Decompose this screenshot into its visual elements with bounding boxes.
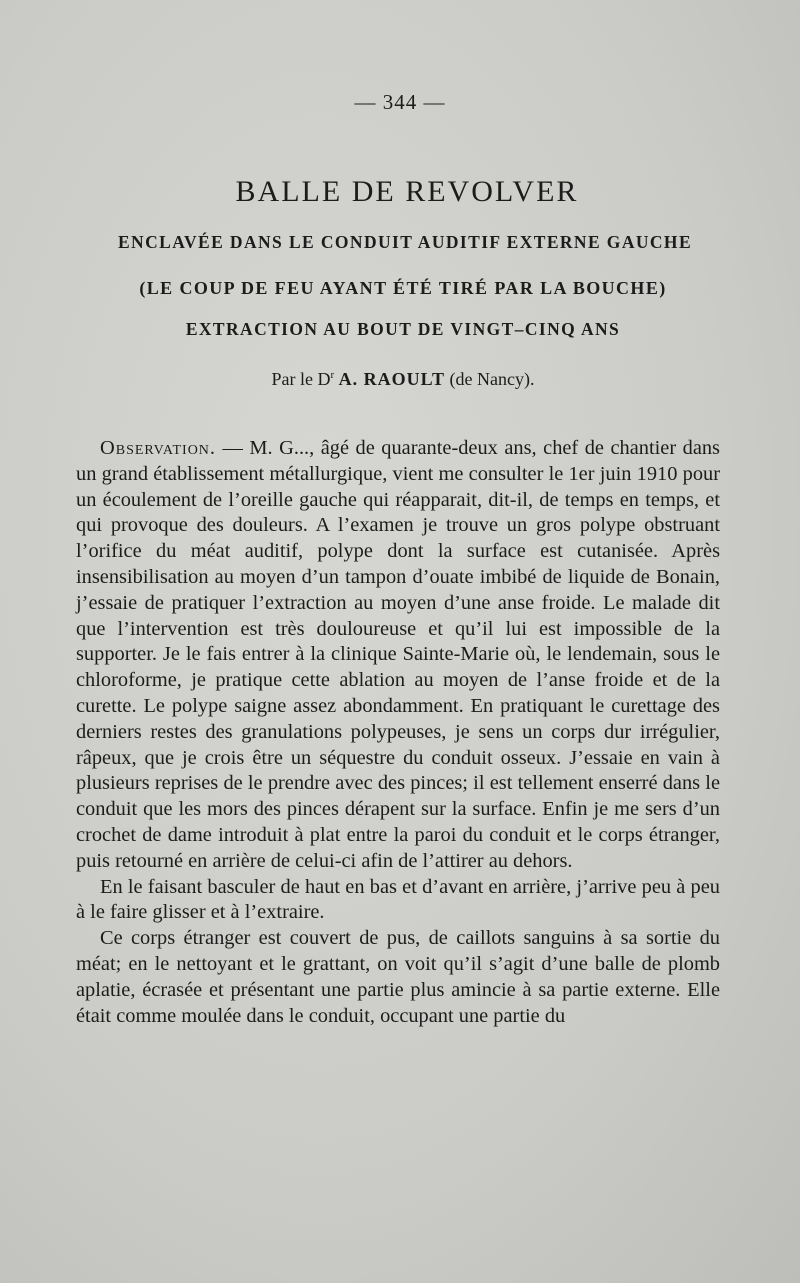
paragraph-text: — M. G..., âgé de quarante-deux ans, chef de chantier dans un grand établissement métallurgique, vient me consulter le 1er juin 1910 pour un écoulement de l’oreille gauche qui réapparait, dit-il, de temps en temps, et qui provoque des douleurs. A l’examen je trouve un gros polype obstruant l’orifice du méat auditif, polype dont la surface est cutanisée. Après insensibilisation au moyen d’un tampon d’ouate imbibé de liquide de Bonain, j’essaie de pratiquer l’extraction au moyen d’une anse froide. Le malade dit que l’intervention est très douloureuse et qu’il lui est impossible de la supporter. Je le fais entrer à la clinique Sainte-Marie où, le lendemain, sous le chloroforme, je pratique cette ablation au moyen de l’anse froide et de la curette. Le polype saigne assez abondamment. En pratiquant le curettage des derniers restes des granulations polypeuses, je sens un corps dur irrégulier, râpeux, que je crois être un séquestre du conduit osseux. J’essaie en vain à plusieurs reprises de le prendre avec des pinces; il est tellement enserré dans le conduit que les mors des pinces dérapent sur la surface. Enfin je me sers d’un crochet de dame introduit à plat entre la paroi du conduit et le corps étranger, puis retourné en arrière de celui-ci afin de l’attirer au dehors. [76, 437, 720, 872]
author-name: A. RAOULT [338, 369, 446, 389]
paragraph-text: Ce corps étranger est couvert de pus, de caillots sanguins à sa sortie du méat; en le nettoyant et le grattant, on voit qu’il s’agit d’une balle de plomb aplatie, écrasée et présentant une partie plus amincie à sa partie externe. Elle était comme moulée dans le conduit, occupant une partie du [76, 927, 720, 1027]
paragraph [76, 436, 720, 875]
article-body [76, 436, 720, 1029]
paragraph-text: En le faisant basculer de haut en bas et d’avant en arrière, j’arrive peu à peu à le faire glisser et à l’extraire. [76, 875, 720, 924]
article-subtitle-1: ENCLAVÉE DANS LE CONDUIT AUDITIF EXTERNE GAUCHE [117, 232, 693, 252]
author-prefix: Par le D [271, 369, 331, 389]
article-subtitle-2: (LE COUP DE FEU AYANT ÉTÉ TIRÉ PAR LA BOUCHE) [139, 278, 667, 298]
paragraph [76, 875, 720, 927]
author-affiliation: (de Nancy). [449, 369, 535, 389]
page-number: — 344 — [354, 90, 446, 114]
paragraph [76, 926, 720, 1029]
article-subtitle-3: EXTRACTION AU BOUT DE VINGT–CINQ ANS [185, 319, 621, 339]
author-line [0, 369, 800, 390]
section-lead: Observation. [100, 437, 217, 459]
author-title-sup: r [330, 369, 335, 381]
article-title: BALLE DE REVOLVER [235, 175, 579, 208]
